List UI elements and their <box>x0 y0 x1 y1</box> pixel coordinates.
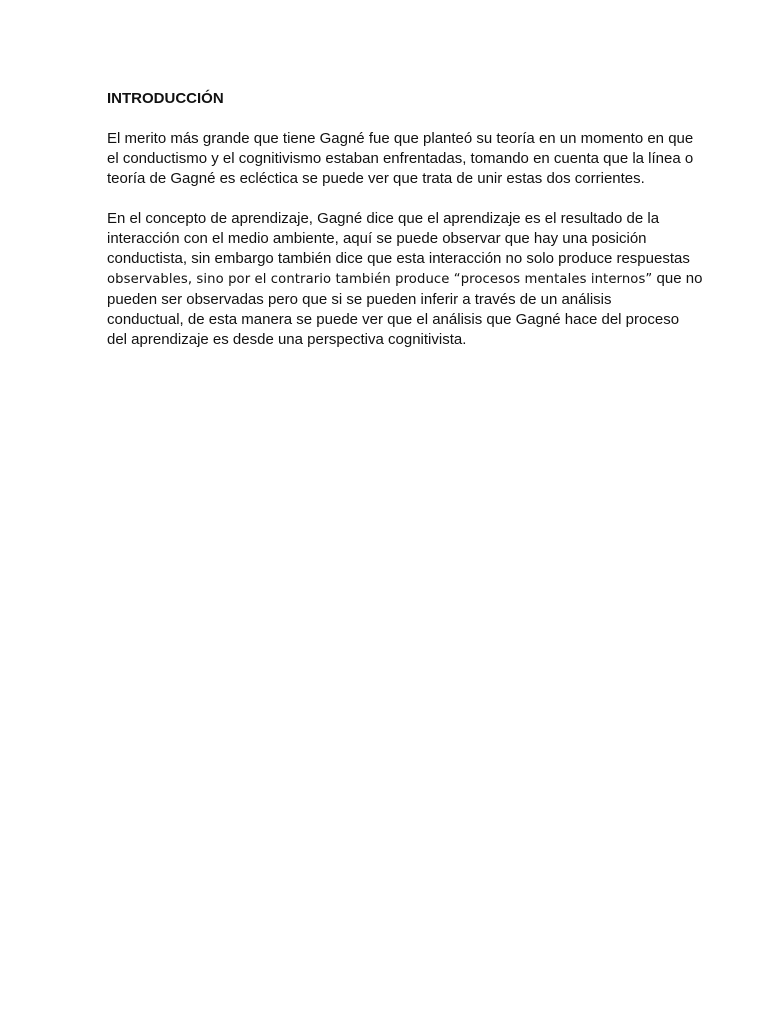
paragraph-2-line-3: conductista, sin embargo también dice que esta interacción no solo produce respuestas <box>107 250 690 267</box>
paragraph-2-line-4-alt-text: observables, sino por el contrario también produce “procesos mentales internos” <box>107 272 653 287</box>
paragraph-2-line-4-rest: que no <box>652 270 703 287</box>
paragraph-2-line-5: pueden ser observadas pero que si se pueden inferir a través de un análisis <box>107 291 612 308</box>
document-title: INTRODUCCIÓN <box>107 90 224 107</box>
paragraph-2-line-4 <box>107 269 707 290</box>
paragraph-1-line-3: teoría de Gagné es ecléctica se puede ver que trata de unir estas dos corrientes. <box>107 170 645 187</box>
paragraph-1 <box>107 129 707 189</box>
document-body <box>107 89 707 370</box>
paragraph-2-line-2: interacción con el medio ambiente, aquí se puede observar que hay una posición <box>107 230 647 247</box>
paragraph-1-line-1: El merito más grande que tiene Gagné fue que planteó su teoría en un momento en que <box>107 130 694 147</box>
paragraph-2-line-7: del aprendizaje es desde una perspectiva cognitivista. <box>107 331 467 348</box>
paragraph-2-line-1: En el concepto de aprendizaje, Gagné dice que el aprendizaje es el resultado de la <box>107 210 660 227</box>
paragraph-2 <box>107 209 707 350</box>
paragraph-2-line-6: conductual, de esta manera se puede ver que el análisis que Gagné hace del proceso <box>107 311 680 328</box>
paragraph-1-line-2: el conductismo y el cognitivismo estaban enfrentadas, tomando en cuenta que la línea o <box>107 150 694 167</box>
